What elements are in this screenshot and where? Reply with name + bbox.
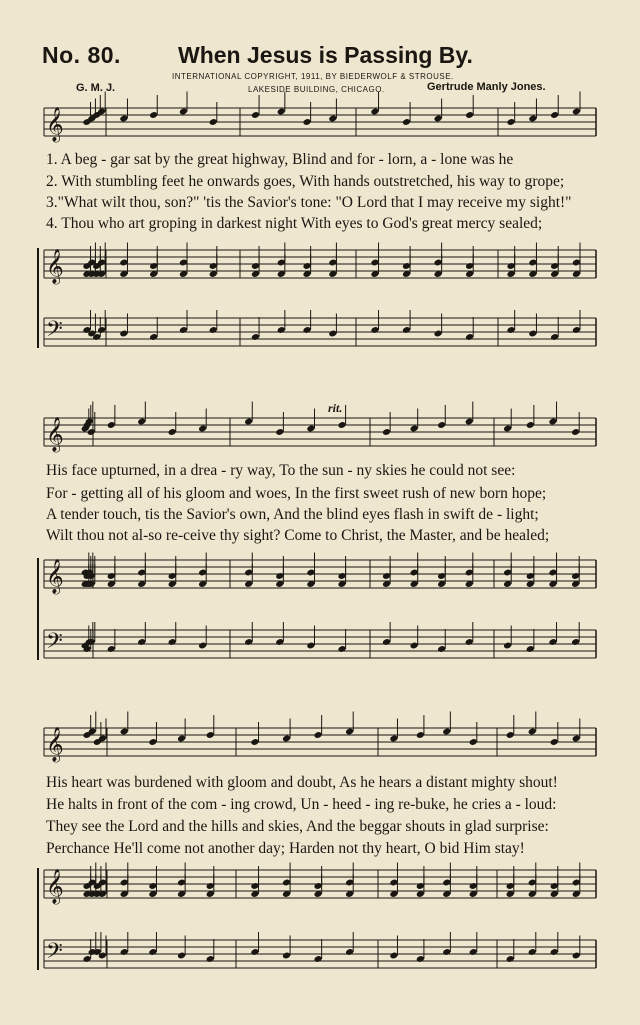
clef-symbol: 𝄞 xyxy=(46,417,64,452)
clef-symbol: 𝄞 xyxy=(46,727,64,762)
system1-verse-3: 3."What wilt thou, son?" 'tis the Savior's tone: "O Lord that I may receive my sight!" xyxy=(46,194,572,211)
clef-symbol: 𝄞 xyxy=(46,559,64,594)
system2-verse-4: Wilt thou not al-so re-ceive thy sight? Come to Christ, the Master, and be healed; xyxy=(46,527,550,544)
system3-verse-4: Perchance He'll come not another day; Harden not thy heart, O bid Him stay! xyxy=(46,840,525,857)
clef-symbol: 𝄢 xyxy=(46,939,63,969)
clef-symbol: 𝄢 xyxy=(46,317,63,347)
clef-symbol: 𝄞 xyxy=(46,249,64,284)
clef-symbol: 𝄢 xyxy=(46,629,63,659)
system2-verse-2: For - getting all of his gloom and woes, In the first sweet rush of new born hope; xyxy=(46,485,547,502)
system3-verse-1: His heart was burdened with gloom and doubt, As he hears a distant mighty shout! xyxy=(46,774,558,791)
system3-verse-2: He halts in front of the com - ing crowd, Un - heed - ing re-buke, he cries a - loud: xyxy=(46,796,557,813)
system1-verse-4: 4. Thou who art groping in darkest night With eyes to God's great mercy sealed; xyxy=(46,215,543,232)
system1-verse-2: 2. With stumbling feet he onwards goes, With hands outstretched, his way to grope; xyxy=(46,173,565,190)
composer-name: Gertrude Manly Jones. xyxy=(427,81,546,93)
copyright-line: INTERNATIONAL COPYRIGHT, 1911, BY BIEDERWOLF & STROUSE. xyxy=(172,72,454,81)
system2-verse-1: His face upturned, in a drea - ry way, To the sun - ny skies he could not see: xyxy=(46,462,516,479)
publisher-address: LAKESIDE BUILDING, CHICAGO. xyxy=(248,85,385,94)
system3-verse-3: They see the Lord and the hills and skies, And the beggar shouts in glad surprise: xyxy=(46,818,549,835)
system1-verse-1: 1. A beg - gar sat by the great highway, Blind and for - lorn, a - lone was he xyxy=(46,151,514,168)
clef-symbol: 𝄞 xyxy=(46,869,64,904)
hymn-title: When Jesus is Passing By. xyxy=(178,42,473,68)
hymn-number: No. 80. xyxy=(42,42,121,68)
ritardando-mark: rit. xyxy=(328,401,343,415)
system2-verse-3: A tender touch, tis the Savior's own, And the blind eyes flash in swift de - light; xyxy=(46,506,539,523)
lyricist-initials: G. M. J. xyxy=(76,82,116,94)
clef-symbol: 𝄞 xyxy=(46,107,64,142)
